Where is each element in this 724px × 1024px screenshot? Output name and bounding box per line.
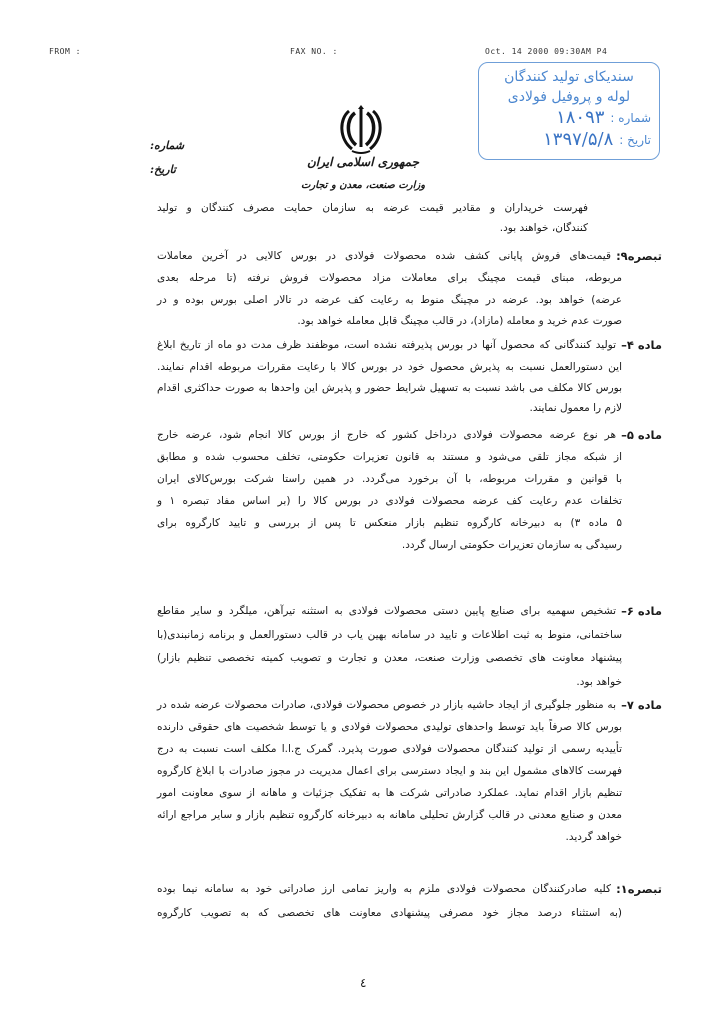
paragraph-line: کنندگان، خواهند بود.	[499, 222, 588, 234]
letter-number-label: شماره:	[150, 139, 185, 152]
paragraph-line: خواهد گردید.	[565, 831, 622, 843]
paragraph-line: مربوطه، مبنای قیمت مچینگ برای معاملات مزاد محصولات فروش نرفته (تا مرحله بعدی	[157, 272, 622, 284]
stamp-org-line2: لوله و پروفیل فولادی	[507, 89, 631, 105]
paragraph-label: ماده ۷–	[621, 698, 662, 712]
paragraph-line: کلیه صادرکنندگان محصولات فولادی ملزم به واریز تمامی ارز صادراتی خود به سامانه نیما بوده	[157, 883, 611, 895]
paragraph-line: قیمت‌های فروش پایانی کشف شده محصولات فولادی در بورس کالایی در آخرین معاملات	[157, 250, 611, 262]
fax-from: FROM :	[49, 47, 81, 56]
paragraph-line: با قوانین و مقررات مربوطه، با آن برخورد می‌گردد. در همین راستا شرکت بورس‌کالای ایران	[157, 473, 622, 485]
paragraph-line: معدن و صنایع معدنی در قالب گزارش تحلیلی ماهانه به دبیرخانه کارگروه تنظیم بازار و سایر مراجع ارائه	[157, 809, 622, 821]
received-stamp	[478, 62, 660, 160]
paragraph-line: تشخیص سهمیه برای صنایع پایین دستی محصولات فولادی به استثنه تیرآهن، میلگرد و سایر مقاطع	[157, 605, 616, 617]
stamp-org-line1: سندیکای تولید کنندگان	[504, 69, 634, 85]
paragraph-line: عرضه) خواهد بود. عرضه در مچینگ منوط به رعایت کف عرضه در تالار اصلی بورس بوده و در	[157, 294, 622, 306]
ministry-title: وزارت صنعت، معدن و تجارت	[300, 180, 426, 191]
paragraph-line: این دستورالعمل نسبت به پذیرش محصول خود در بورس کالا با رعایت مقررات مربوطه اقدام نمایند.	[157, 361, 622, 373]
paragraph-line: لازم را معمول نمایند.	[529, 402, 622, 414]
paragraph-line: هر نوع عرضه محصولات فولادی درداخل کشور که خارج از بورس کالا انجام شود، عرضه خارج	[157, 429, 616, 441]
paragraph-line: ساختمانی، منوط به ثبت اطلاعات و تایید در سامانه بهین یاب در قالب دستورالعمل و برنامه زمانبندی(با	[157, 629, 622, 641]
paragraph-label: ماده ۶–	[621, 604, 662, 618]
page-number: ٤	[360, 976, 367, 990]
paragraph-line: بورس کالا صرفاً باید توسط واحدهای تولیدی محصولات فولادی و یا توسط شخصیت های حقوقی دارنده	[157, 721, 622, 733]
paragraph-line: (به استثناء درصد مجاز خود مصرفی پیشنهادی معاونت های تخصصی که به تصویب کارگروه	[157, 907, 622, 919]
stamp-date-value: ۱۳۹۷/۵/۸	[543, 129, 614, 150]
paragraph-line: تخلفات عدم رعایت کف عرضه محصولات فولادی در بورس کالا را (بر اساس مفاد تبصره ۱ و	[157, 495, 622, 507]
paragraph-label: ماده ۴–	[621, 338, 662, 352]
paragraph-line: بورس کالا مکلف می باشد نسبت به تسهیل شرایط حضور و پذیرش این واحدها به صورت حداکثری اقدام	[157, 382, 622, 394]
paragraph-line: خواهد بود.	[576, 676, 622, 688]
iran-emblem-icon	[338, 103, 384, 155]
paragraph-line: فهرست خریداران و مقادیر قیمت عرضه به سازمان حمایت مصرف کنندگان و تولید	[157, 202, 588, 214]
republic-title: جمهوری اسلامی ایران	[306, 155, 420, 169]
paragraph-line: تولید کنندگانی که محصول آنها در بورس پذیرفته نشده است، موظفند ظرف مدت دو ماه از تاریخ ابلاغ	[157, 339, 616, 351]
paragraph-line: رسیدگی به سازمان تعزیرات حکومتی ارسال گردد.	[401, 539, 622, 551]
fax-datetime: Oct. 14 2000 09:30AM P4	[485, 47, 608, 56]
paragraph-line: به منظور جلوگیری از ایجاد حاشیه بازار در خصوص محصولات فولادی، صادرات محصولات عرضه شده در	[157, 699, 616, 711]
fax-number: FAX NO. :	[290, 47, 338, 56]
stamp-number-value: ۱۸۰۹۳	[556, 107, 605, 128]
paragraph-line: تنظیم بازار اقدام نماید. عملکرد صادراتی شرکت ها به تفکیک جزئیات و ماهانه از سوی معاونت امور	[157, 787, 622, 799]
paragraph-label: تبصره۱:	[616, 882, 662, 896]
paragraph-line: ۵ ماده ۳) به دبیرخانه کارگروه تنظیم بازار منعکس تا پس از بررسی و تایید کارگروه برای	[157, 517, 622, 529]
paragraph-line: پیشنهاد معاونت های تخصصی وزارت صنعت، معدن و تجارت و تصویب کمیته تخصصی تنظیم بازار)	[157, 652, 622, 664]
paragraph-line: از شبکه مجاز تلقی می‌شود و مستند به قانون تعزیرات حکومتی، تخلف محسوب شده و مطابق	[157, 451, 622, 463]
letter-date-label: تاریخ:	[150, 163, 176, 176]
stamp-date-label: تاریخ :	[619, 133, 651, 147]
paragraph-line: صورت عدم خرید و معامله (مازاد)، در قالب مچینگ قابل معامله خواهد بود.	[297, 315, 622, 327]
paragraph-label: ماده ۵–	[621, 428, 662, 442]
stamp-number-label: شماره :	[610, 111, 651, 125]
paragraph-label: تبصره۹:	[616, 249, 662, 263]
paragraph-line: فهرست کالاهای مشمول این بند و ایجاد دسترسی برای اعمال مدیریت در مجوز صادرات با ابلاغ کارگروه	[157, 765, 622, 777]
paragraph-line: تأییدیه رسمی از تولید کنندگان محصولات فولادی صورت پذیرد. گمرک ج.ا.ا مکلف است نسبت به درج	[157, 743, 622, 755]
